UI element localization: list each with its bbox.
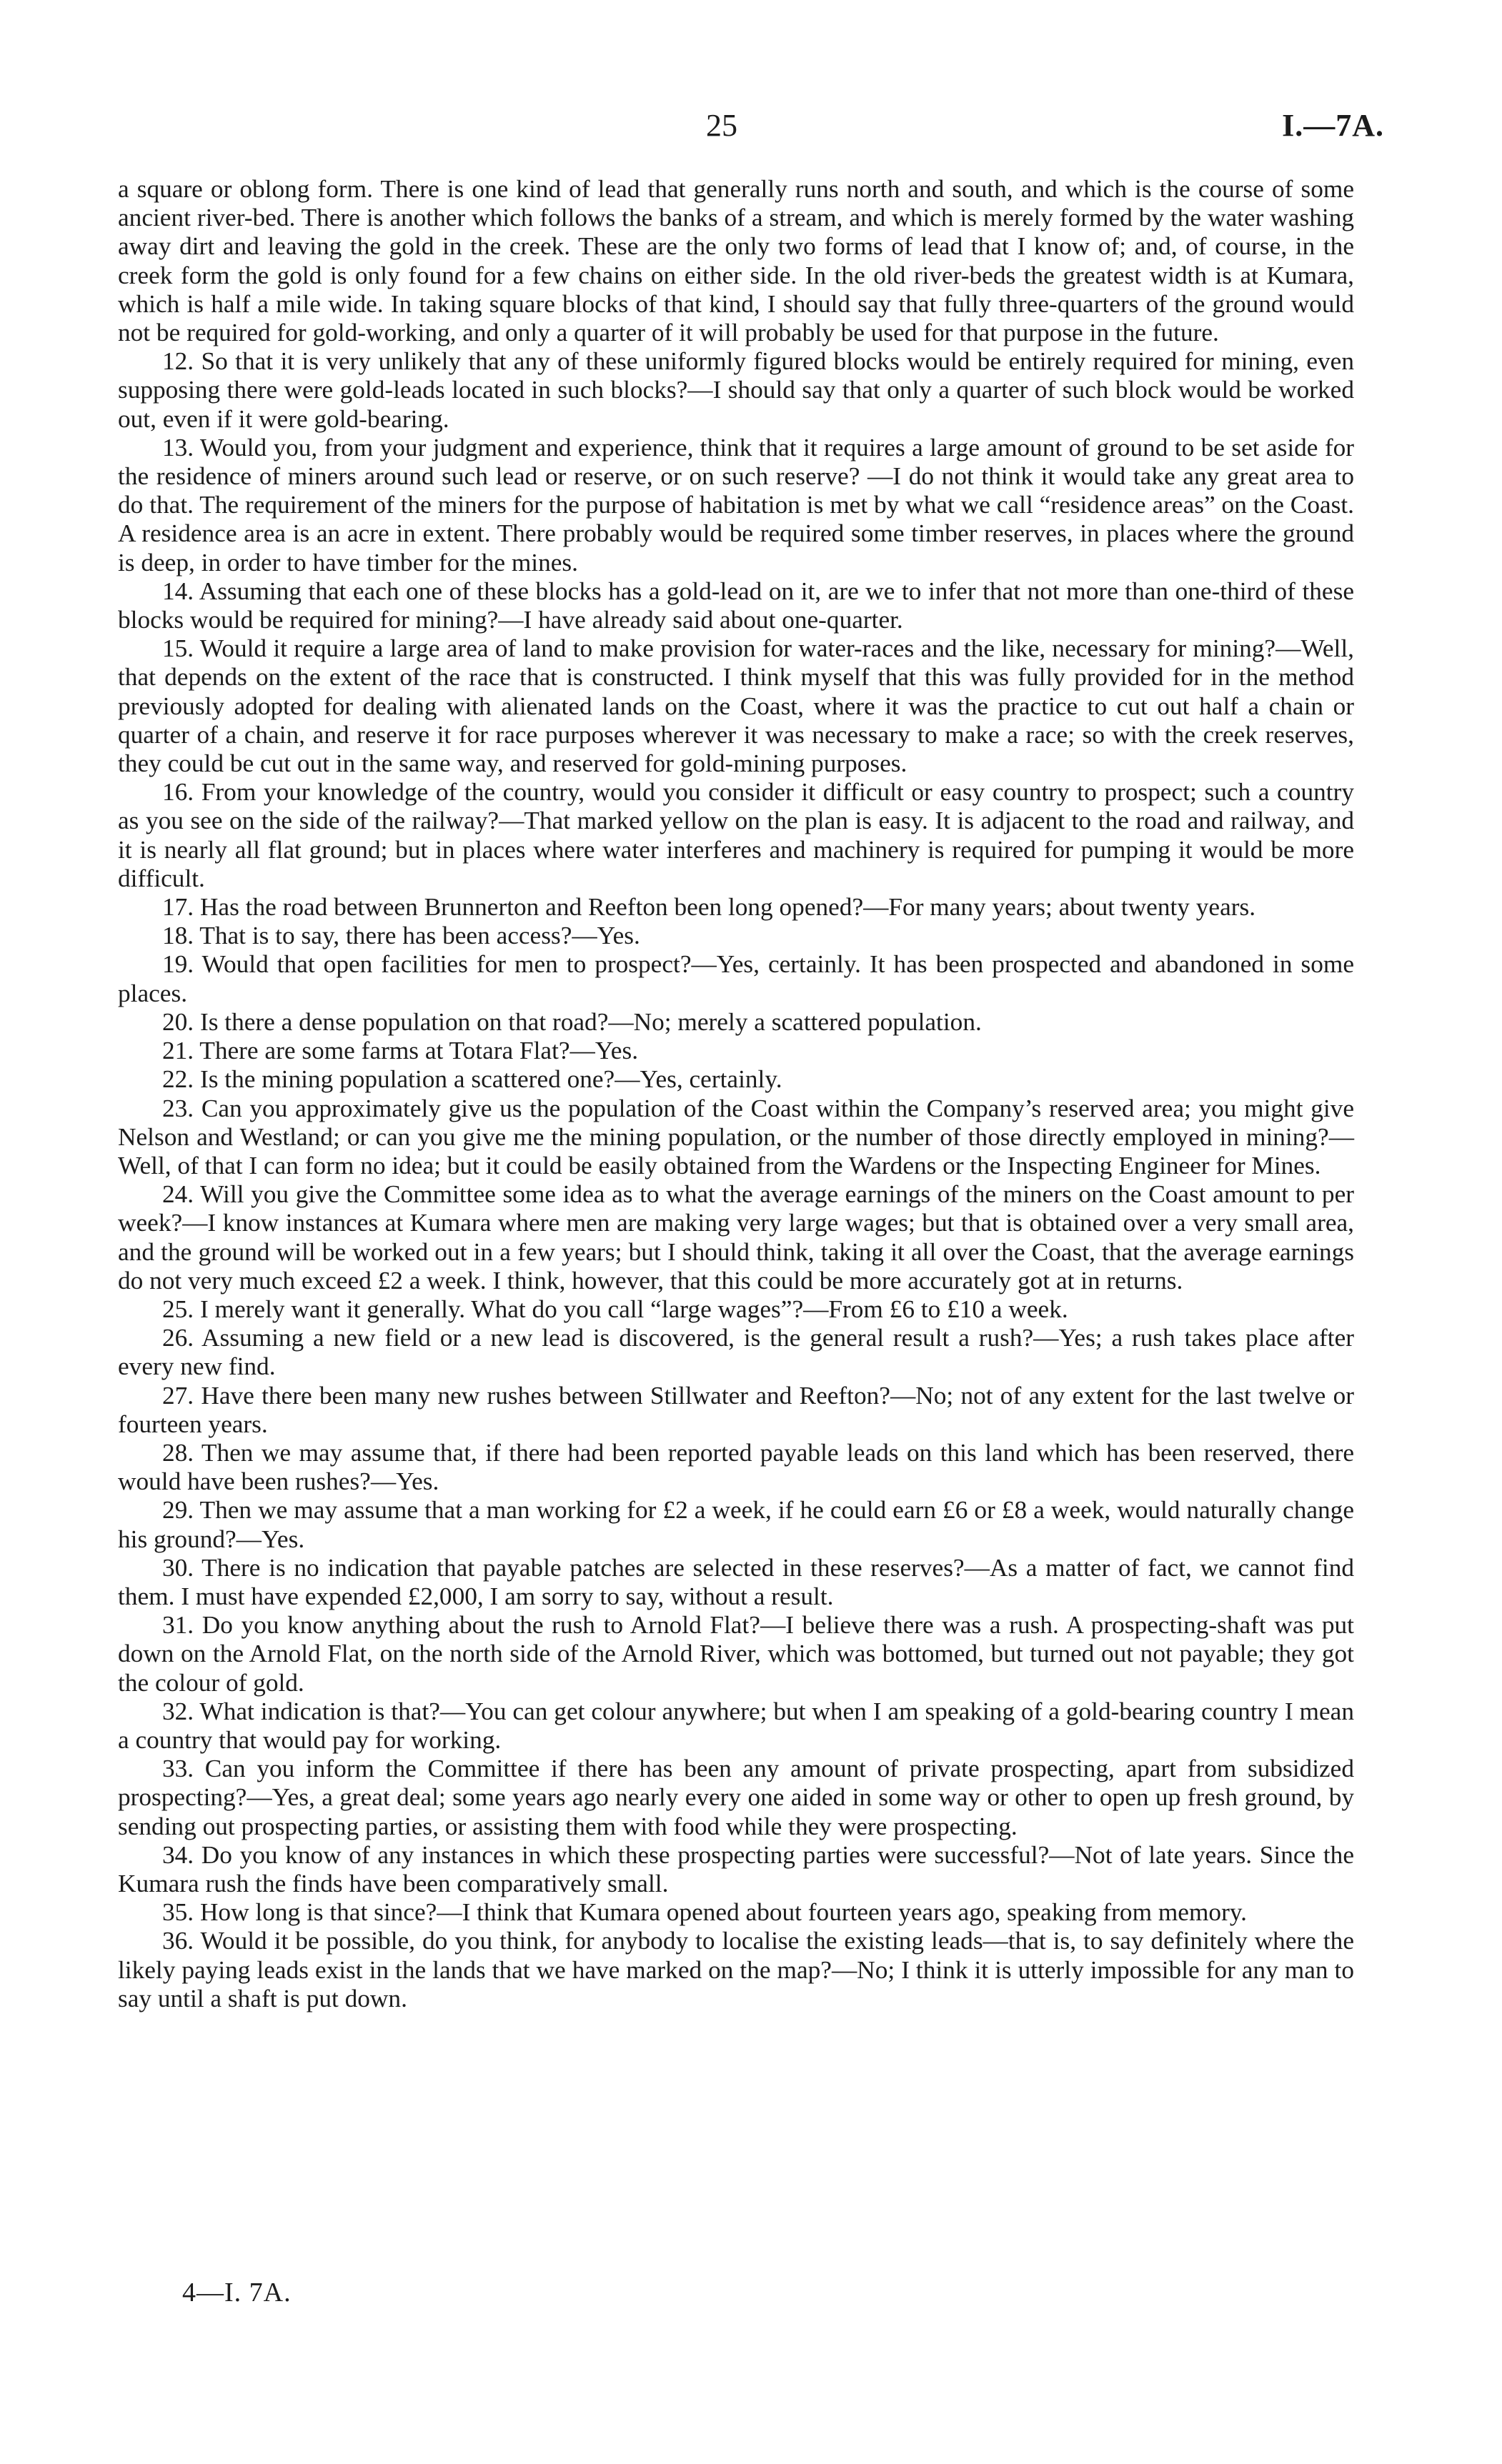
page-number: 25 [706, 108, 737, 143]
question-25: 25. I merely want it generally. What do you call “large wages”?—From £6 to £10 a week. [162, 1295, 1068, 1323]
question-17: 17. Has the road between Brunnerton and Reefton been long opened?—For many years; about twenty years. [162, 893, 1256, 922]
question-30: 30. There is no indication that payable patches are selected in these reserves?—As a matter of fact, we cannot find them. I must have expended £2,000, I am sorry to say, without a result. [118, 1553, 1354, 1610]
question-12: 12. So that it is very unlikely that any of these uniformly figured blocks would be entirely required for mining, even supposing there were gold-leads located in such blocks?—I should say that only a quarter of such block would be worked out, even if it were gold-bearing. [118, 347, 1354, 433]
question-22: 22. Is the mining population a scattered one?—Yes, certainly. [162, 1065, 782, 1094]
question-19: 19. Would that open facilities for men to prospect?—Yes, certainly. It has been prospected and abandoned in some places. [118, 950, 1354, 1007]
question-28: 28. Then we may assume that, if there had been reported payable leads on this land which has been reserved, there would have been rushes?—Yes. [118, 1438, 1354, 1496]
document-reference: I.—7A. [1282, 108, 1384, 143]
question-18: 18. That is to say, there has been access?—Yes. [162, 922, 640, 950]
page-header [0, 107, 1502, 150]
question-36: 36. Would it be possible, do you think, for anybody to localise the existing leads—that is, to say definitely where the likely paying leads exist in the lands that we have marked on the map?—No; I think it is utterly impossible for any man to say until a shaft is put down. [118, 1927, 1354, 2012]
question-26: 26. Assuming a new field or a new lead is discovered, is the general result a rush?—Yes; a rush takes place after every new find. [118, 1324, 1354, 1381]
question-16: 16. From your knowledge of the country, would you consider it difficult or easy country to prospect; such a country as you see on the side of the railway?—That marked yellow on the plan is easy. It is adjacent to the road and railway, and it is nearly all flat ground; but in places where water interferes and machinery is required for pumping it would be more difficult. [118, 778, 1354, 892]
question-34: 34. Do you know of any instances in which these prospecting parties were successful?—Not of late years. Since the Kumara rush the finds have been comparatively small. [118, 1840, 1354, 1897]
question-35: 35. How long is that since?—I think that Kumara opened about fourteen years ago, speaking from memory. [162, 1898, 1248, 1927]
question-14: 14. Assuming that each one of these blocks has a gold-lead on it, are we to infer that not more than one-third of these blocks would be required for mining?—I have already said about one-quarter. [118, 577, 1354, 634]
question-21: 21. There are some farms at Totara Flat?—Yes. [162, 1037, 639, 1065]
body-text [118, 175, 1354, 2013]
question-33: 33. Can you inform the Committee if there has been any amount of private prospecting, apart from subsidized prospecting?—Yes, a great deal; some years ago nearly every one aided in some way or other to open up fresh ground, by sending out prospecting parties, or assisting them with food while they were prospecting. [118, 1755, 1354, 1840]
question-23: 23. Can you approximately give us the population of the Coast within the Company’s reserved area; you might give Nelson and Westland; or can you give me the mining population, or the number of those directly employed in mining?—Well, of that I can form no idea; but it could be easily obtained from the Wardens or the Inspecting Engineer for Mines. [118, 1094, 1354, 1179]
question-15: 15. Would it require a large area of land to make provision for water-races and the like, necessary for mining?—Well, that depends on the extent of the race that is constructed. I think myself that this was fully provided for in the method previously adopted for dealing with alienated lands on the Coast, where it was the practice to cut out half a chain or quarter of a chain, and reserve it for race purposes wherever it was necessary to make a race; so with the creek reserves, they could be cut out in the same way, and reserved for gold-mining purposes. [118, 634, 1354, 778]
question-20: 20. Is there a dense population on that road?—No; merely a scattered population. [162, 1007, 982, 1036]
question-31: 31. Do you know anything about the rush to Arnold Flat?—I believe there was a rush. A prospecting-shaft was put down on the Arnold Flat, on the north side of the Arnold River, which was bottomed, but turned out not payable; they got the colour of gold. [118, 1611, 1354, 1697]
question-32: 32. What indication is that?—You can get colour anywhere; but when I am speaking of a gold-bearing country I mean a country that would pay for working. [118, 1697, 1354, 1754]
question-13: 13. Would you, from your judgment and experience, think that it requires a large amount of ground to be set aside for the residence of miners around such lead or reserve, or on such reserve? —I do not think it would take any great area to do that. The requirement of the miners for the purpose of habitation is met by what we call “residence areas” on the Coast. A residence area is an acre in extent. There probably would be required some timber reserves, in places where the ground is deep, in order to have timber for the mines. [118, 433, 1354, 577]
paragraph-continuation: a square or oblong form. There is one kind of lead that generally runs north and south, and which is the course of some ancient river-bed. There is another which follows the banks of a stream, and which is merely formed by the water washing away dirt and leaving the gold in the creek. These are the only two forms of lead that I know of; and, of course, in the creek form the gold is only found for a few chains on either side. In the old river-beds the greatest width is at Kumara, which is half a mile wide. In taking square blocks of that kind, I should say that fully three-quarters of the ground would not be required for gold-working, and only a quarter of it will probably be used for that purpose in the future. [118, 175, 1354, 347]
printer-signature: 4—I. 7A. [182, 2278, 292, 2308]
question-27: 27. Have there been many new rushes between Stillwater and Reefton?—No; not of any extent for the last twelve or fourteen years. [118, 1381, 1354, 1438]
question-24: 24. Will you give the Committee some idea as to what the average earnings of the miners on the Coast amount to per week?—I know instances at Kumara where men are making very large wages; but that is obtained over a very small area, and the ground will be worked out in a few years; but I should think, taking it all over the Coast, that the average earnings do not very much exceed £2 a week. I think, however, that this could be more accurately got at in returns. [118, 1180, 1354, 1295]
question-29: 29. Then we may assume that a man working for £2 a week, if he could earn £6 or £8 a week, would naturally change his ground?—Yes. [118, 1496, 1354, 1553]
